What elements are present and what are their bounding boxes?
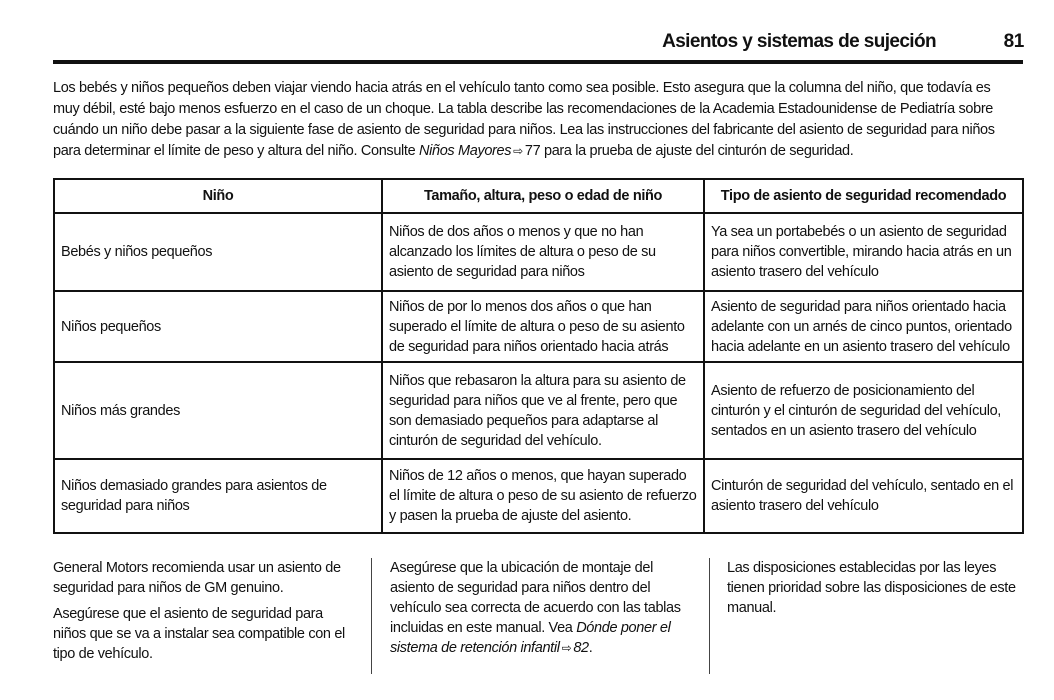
intro-line: muy débil, esté bajo menos esfuerzo en el caso de un choque. La tabla describe las recomendaciones de la Academia Estadounidense de Pediatría sobre (53, 101, 994, 117)
table-cell: Cinturón de seguridad del vehículo, sentado en el asiento trasero del vehículo (704, 459, 1023, 533)
column-1 (53, 558, 358, 670)
intro-paragraph (53, 78, 1028, 162)
column-header: Tamaño, altura, peso o edad de niño (382, 179, 704, 213)
table-cell: Asiento de seguridad para niños orientado hacia adelante con un arnés de cinco puntos, orientado hacia adelante en un asiento trasero del vehículo (704, 291, 1023, 362)
bottom-columns (53, 558, 1028, 674)
child-seat-table (53, 178, 1024, 534)
table-cell: Niños de 12 años o menos, que hayan superado el límite de altura o peso de su asiento de refuerzo y pasen la prueba de ajuste del asiento. (382, 459, 704, 533)
cross-reference-link[interactable]: Dónde poner el sistema de retención infantil (390, 620, 671, 656)
page-header-title: Asientos y sistemas de sujeción (662, 31, 936, 52)
table-cell: Ya sea un portabebés o un asiento de seguridad para niños convertible, mirando hacia atrás en un asiento trasero del vehículo (704, 213, 1023, 291)
paragraph: General Motors recomienda usar un asiento de seguridad para niños de GM genuino. (53, 560, 341, 596)
paragraph: Las disposiciones establecidas por las leyes tienen prioridad sobre las disposiciones de este manual. (727, 560, 1016, 616)
intro-line: cuándo un niño debe pasar a la siguiente fase de asiento de seguridad para niños. Lea las instrucciones del fabricante del asiento de seguridad para niños (53, 122, 995, 138)
cross-reference-link[interactable]: Niños Mayores (419, 143, 512, 159)
table-cell: Niños más grandes (54, 362, 382, 459)
column-2 (390, 558, 695, 664)
intro-line: Los bebés y niños pequeños deben viajar viendo hacia atrás en el vehículo tanto como sea posible. Esto asegura que la columna del niño, que todavía es (53, 80, 991, 96)
table-cell: Bebés y niños pequeños (54, 213, 382, 291)
arrow-right-icon: ⇨ (561, 641, 572, 655)
page-number: 81 (1003, 31, 1024, 52)
table-cell: Niños de por lo menos dos años o que han superado el límite de altura o peso de su asiento de seguridad para niños orientado hacia atrás (382, 291, 704, 362)
intro-text: para determinar el límite de peso y altura del niño. Consulte (53, 143, 419, 159)
header-rule (53, 60, 1023, 64)
column-header: Tipo de asiento de seguridad recomendado (704, 179, 1023, 213)
table-cell: Niños pequeños (54, 291, 382, 362)
paragraph-text: Asegúrese que la ubicación de montaje del asiento de seguridad para niños dentro del vehículo sea correcta de acuerdo con las tablas incluidas en este manual. Vea (390, 560, 681, 636)
page-reference[interactable]: 77 (524, 143, 541, 159)
paragraph-text: . (588, 640, 593, 656)
table-cell: Niños que rebasaron la altura para su asiento de seguridad para niños que ve al frente, pero que son demasiado pequeños para adaptarse al cinturón de seguridad del vehículo. (382, 362, 704, 459)
paragraph: Asegúrese que el asiento de seguridad para niños que se va a instalar sea compatible con el tipo de vehículo. (53, 606, 345, 662)
table-row (54, 213, 1023, 291)
column-3 (727, 558, 1017, 624)
intro-line (53, 141, 1028, 162)
column-divider (709, 558, 710, 674)
intro-text: para la prueba de ajuste del cinturón de seguridad. (540, 143, 854, 159)
table-row (54, 459, 1023, 533)
column-header: Niño (54, 179, 382, 213)
table-row (54, 362, 1023, 459)
table-cell: Niños de dos años o menos y que no han alcanzado los límites de altura o peso de su asiento de seguridad para niños (382, 213, 704, 291)
page-reference[interactable]: 82 (573, 640, 589, 656)
arrow-right-icon: ⇨ (513, 144, 523, 158)
table-cell: Asiento de refuerzo de posicionamiento del cinturón y el cinturón de seguridad del vehículo, sentados en un asiento trasero del vehículo (704, 362, 1023, 459)
table-header-row (54, 179, 1023, 213)
paragraph (390, 558, 695, 658)
table-cell: Niños demasiado grandes para asientos de seguridad para niños (54, 459, 382, 533)
column-divider (371, 558, 372, 674)
table-row (54, 291, 1023, 362)
